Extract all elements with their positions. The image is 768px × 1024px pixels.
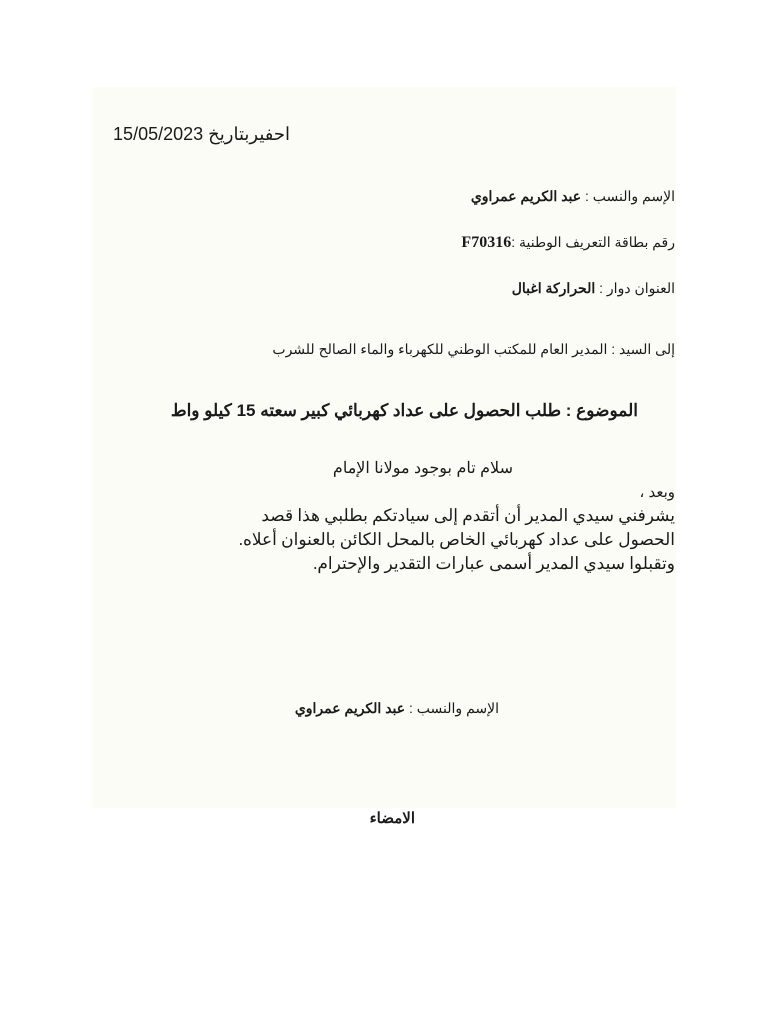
applicant-name-value: عبد الكريم عمراوي [470, 188, 582, 204]
signatory-name-value: عبد الكريم عمراوي [294, 700, 406, 716]
signatory-name-line [295, 700, 499, 717]
applicant-name-label: الإسم والنسب : [581, 188, 675, 204]
applicant-name-line [471, 188, 675, 205]
address-label: العنوان دوار : [595, 280, 675, 296]
national-id-line [461, 234, 675, 252]
signatory-name-label: الإسم والنسب : [405, 700, 499, 716]
national-id-value: F70316 [461, 234, 512, 251]
opening-line: وبعد ، [639, 484, 675, 501]
address-line [512, 280, 675, 297]
date-line: احفيربتاريخ 15/05/2023 [113, 124, 290, 144]
address-value: الحراركة اغبال [511, 280, 596, 296]
signature-label: الامضاء [369, 810, 415, 827]
body-line-1: يشرفني سيدي المدير أن أتقدم إلى سيادتكم بطلبي هذا قصد [261, 506, 675, 525]
body-line-2: الحصول على عداد كهربائي الخاص بالمحل الكائن بالعنوان أعلاه. [238, 530, 675, 549]
greeting-line: سلام تام بوجود مولانا الإمام [332, 460, 513, 477]
body-line-3: وتقبلوا سيدي المدير أسمى عبارات التقدير والإحترام. [313, 554, 675, 573]
subject-line: الموضوع : طلب الحصول على عداد كهربائي كبير سعته 15 كيلو واط [170, 401, 638, 420]
recipient-line: إلى السيد : المدير العام للمكتب الوطني للكهرباء والماء الصالح للشرب [272, 341, 675, 357]
national-id-label: رقم بطاقة التعريف الوطنية : [511, 234, 675, 250]
